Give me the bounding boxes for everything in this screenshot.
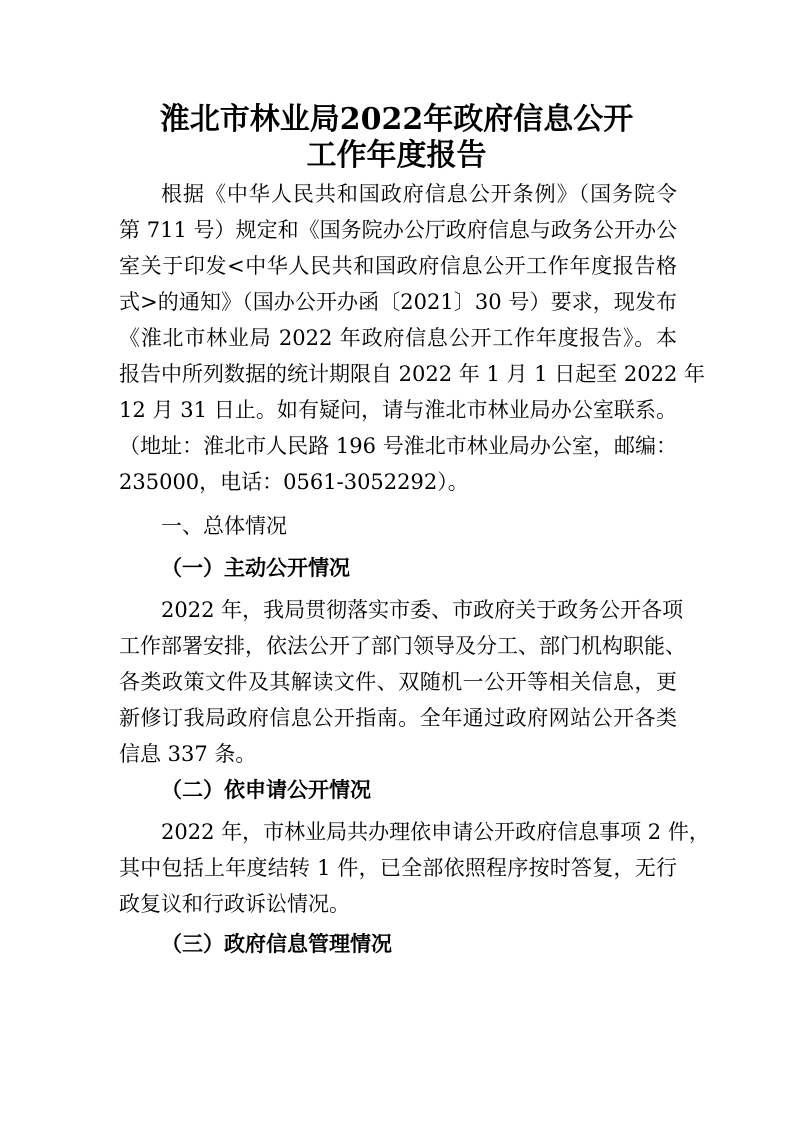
proactive-line-3: 各类政策文件及其解读文件、双随机一公开等相关信息，更 [119, 670, 677, 694]
intro-line-8: （地址：淮北市人民路 196 号淮北市林业局办公室，邮编： [119, 434, 677, 458]
on-request-line-3: 政复议和行政诉讼情况。 [119, 892, 350, 916]
intro-line-6: 报告中所列数据的统计期限自 2022 年 1 月 1 日起至 2022 年 [119, 362, 706, 386]
intro-line-7: 12 月 31 日止。如有疑问，请与淮北市林业局办公室联系。 [119, 398, 677, 422]
intro-line-1: 根据《中华人民共和国政府信息公开条例》（国务院令 [161, 182, 677, 206]
subsection-heading-on-request: （二）依申请公开情况 [161, 778, 371, 802]
subsection-heading-management: （三）政府信息管理情况 [161, 932, 392, 956]
section-heading-overview: 一、总体情况 [161, 514, 287, 538]
intro-line-4: 式>的通知》（国办公开办函〔2021〕30 号）要求，现发布 [119, 290, 677, 314]
proactive-line-1: 2022 年，我局贯彻落实市委、市政府关于政务公开各项 [161, 598, 684, 622]
intro-line-3: 室关于印发<中华人民共和国政府信息公开工作年度报告格 [119, 254, 677, 278]
on-request-line-1: 2022 年，市林业局共办理依申请公开政府信息事项 2 件， [161, 820, 710, 844]
proactive-line-5: 信息 337 条。 [119, 742, 257, 766]
subsection-heading-proactive: （一）主动公开情况 [161, 556, 350, 580]
intro-line-2: 第 711 号）规定和《国务院办公厅政府信息与政务公开办公 [119, 218, 677, 242]
proactive-line-4: 新修订我局政府信息公开指南。全年通过政府网站公开各类 [119, 706, 677, 730]
proactive-line-2: 工作部署安排，依法公开了部门领导及分工、部门机构职能、 [119, 634, 686, 658]
intro-line-9: 235000，电话：0561-3052292）。 [119, 470, 469, 494]
intro-line-5: 《淮北市林业局 2022 年政府信息公开工作年度报告》。本 [119, 326, 677, 350]
document-title-line-2: 工作年度报告 [306, 138, 487, 173]
on-request-line-2: 其中包括上年度结转 1 件，已全部依照程序按时答复，无行 [119, 856, 677, 880]
document-title-line-1: 淮北市林业局2022年政府信息公开 [159, 102, 634, 137]
